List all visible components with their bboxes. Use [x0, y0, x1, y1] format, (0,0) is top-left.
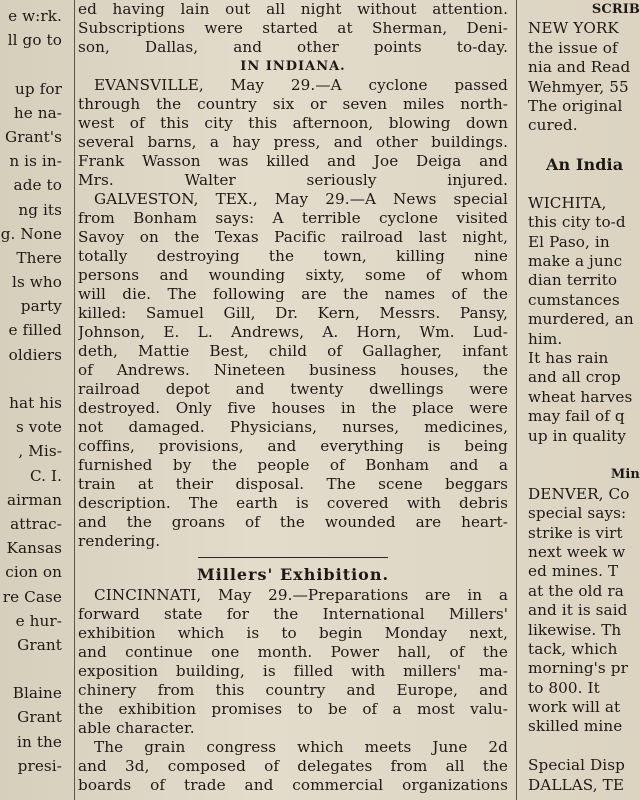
- text-line: in the: [17, 732, 62, 751]
- text-line: work will at: [528, 698, 621, 717]
- text-line: hat his: [9, 394, 62, 412]
- text-line: , Mis-: [18, 442, 62, 461]
- text-line: make a junc: [528, 252, 623, 271]
- text-line: n is in-: [9, 152, 62, 171]
- text-line: persons and wounding sixty, some of whom: [78, 266, 508, 284]
- text-line: cured.: [528, 116, 578, 135]
- text-line: through the country six or seven miles north-: [78, 95, 508, 113]
- text-line: totally destroying the town, killing nine: [78, 247, 508, 265]
- text-line: up in quality: [528, 426, 627, 445]
- text-line: chinery from this country and Europe, and: [78, 681, 508, 699]
- text-line: of Andrews. Nineteen business houses, the: [78, 361, 508, 379]
- text-line: EVANSVILLE, May 29.—A cyclone passed: [94, 76, 508, 94]
- text-line: murdered, an: [528, 310, 634, 329]
- text-line: attrac-: [10, 514, 62, 533]
- text-line: next week w: [528, 542, 626, 561]
- text-line: SCRIB: [591, 2, 640, 17]
- text-line: son, Dallas, and other points to-day.: [78, 38, 508, 56]
- text-line: from Bonham says: A terrible cyclone visited: [78, 209, 508, 227]
- text-line: [526, 446, 640, 465]
- text-line: presi-: [17, 756, 62, 775]
- text-line: skilled mine: [528, 717, 623, 736]
- text-line: ade to: [13, 176, 62, 195]
- text-line: this city to-d: [528, 213, 626, 232]
- text-line: dian territo: [528, 271, 618, 290]
- text-line: he na-: [13, 103, 62, 122]
- main-column: [78, 0, 508, 800]
- text-line: DALLAS, TE: [528, 775, 625, 794]
- text-line: The original: [528, 96, 623, 115]
- text-line: killed: Samuel Gill, Dr. Kern, Messrs. Pansy,: [78, 304, 508, 322]
- text-line: party: [20, 297, 62, 316]
- text-line: Grant: [17, 635, 62, 654]
- text-line: ll go to: [7, 31, 62, 50]
- text-line: The grain congress which meets June 2d: [94, 738, 508, 756]
- text-line: and all crop: [528, 368, 621, 387]
- section-heading: IN INDIANA.: [240, 59, 346, 74]
- text-line: s vote: [15, 418, 62, 437]
- text-line: and continue one month. Power hall, of the: [78, 643, 508, 661]
- text-line: CINCINNATI, May 29.—Preparations are in a: [94, 586, 508, 604]
- text-line: NEW YORK: [528, 19, 619, 38]
- text-line: [526, 175, 640, 194]
- text-line: WICHITA,: [528, 193, 607, 212]
- left-column: [0, 0, 66, 800]
- text-line: destroyed. Only five houses in the place were: [78, 399, 508, 417]
- text-line: the issue of: [528, 38, 618, 57]
- text-line: able character.: [78, 719, 195, 737]
- text-line: Frank Wasson was killed and Joe Deiga and: [78, 152, 508, 170]
- text-line: forward state for the International Millers': [78, 605, 508, 623]
- text-line: [526, 737, 640, 756]
- right-column: [526, 0, 640, 800]
- text-line: and the groans of the wounded are heart-: [78, 513, 508, 531]
- text-line: re Case: [2, 587, 62, 606]
- text-line: him.: [528, 329, 563, 348]
- text-line: railroad depot and twenty dwellings were: [78, 380, 508, 398]
- text-line: and 3d, composed of delegates from all the: [78, 757, 508, 775]
- text-line: strike is virt: [528, 523, 623, 542]
- text-line: Grant: [17, 708, 62, 727]
- text-line: [0, 657, 66, 681]
- text-line: and it is said: [528, 601, 628, 620]
- text-line: ed having lain out all night without attention.: [78, 0, 508, 18]
- text-line: may fail of q: [528, 407, 625, 426]
- text-line: ng its: [18, 200, 62, 219]
- text-line: Special Disp: [528, 756, 625, 775]
- text-line: GALVESTON, TEX., May 29.—A News special: [94, 190, 508, 208]
- text-line: tack, which: [528, 639, 618, 658]
- text-line: up for: [15, 79, 62, 98]
- text-line: Wehmyer, 55: [528, 77, 629, 96]
- text-line: likewise. Th: [528, 620, 622, 639]
- text-line: Johnson, E. L. Andrews, A. Horn, Wm. Lud-: [78, 323, 508, 341]
- text-line: morning's pr: [528, 659, 628, 678]
- text-line: west of this city this afternoon, blowing down: [78, 114, 508, 132]
- text-line: [0, 52, 66, 76]
- text-line: not damaged. Physicians, nurses, medicines,: [78, 418, 508, 436]
- text-line: There: [16, 248, 62, 267]
- column-rule-right: [516, 0, 517, 800]
- text-line: furnished by the people of Bonham and a: [78, 456, 508, 474]
- text-line: ed mines. T: [528, 562, 619, 581]
- text-line: e filled: [8, 321, 62, 340]
- text-line: exhibition which is to begin Monday next,: [78, 624, 508, 642]
- text-line: nia and Read: [528, 58, 631, 77]
- text-line: at the old ra: [528, 581, 624, 600]
- text-line: Kansas: [6, 539, 62, 558]
- text-line: Mrs. Walter seriously injured.: [78, 171, 508, 189]
- text-line: Min: [610, 467, 640, 483]
- text-line: oldiers: [8, 345, 62, 364]
- column-rule-left: [74, 0, 75, 800]
- text-line: Grant's: [4, 127, 62, 146]
- text-line: Subscriptions were started at Sherman, Deni-: [78, 19, 508, 37]
- text-line: wheat harves: [528, 387, 633, 406]
- text-line: Savoy on the Texas Pacific railroad last night,: [78, 228, 508, 246]
- text-line: exposition building, is filled with millers' ma-: [78, 662, 508, 680]
- text-line: several barns, a hay press, and other buildings.: [78, 133, 508, 151]
- text-line: deth, Mattie Best, child of Gallagher, infant: [78, 342, 508, 360]
- text-line: El Paso, in: [528, 232, 610, 251]
- text-line: ls who: [11, 273, 62, 292]
- text-line: An India: [546, 155, 624, 175]
- text-line: will die. The following are the names of the: [78, 285, 508, 303]
- text-line: It has rain: [528, 349, 609, 368]
- text-line: e w:rk.: [8, 7, 62, 25]
- separator-rule: [198, 557, 388, 558]
- text-line: to 800. It: [528, 678, 600, 697]
- text-line: cumstances: [528, 290, 620, 309]
- text-line: rendering.: [78, 532, 161, 550]
- text-line: Blaine: [12, 684, 62, 703]
- text-line: [0, 367, 66, 391]
- text-line: the exhibition promises to be of a most valu-: [78, 700, 508, 718]
- text-line: airman: [6, 490, 62, 509]
- text-line: C. I.: [29, 466, 62, 485]
- text-line: coffins, provisions, and everything is being: [78, 437, 508, 455]
- text-line: train at their disposal. The scene beggars: [78, 475, 508, 493]
- text-line: DENVER, Co: [528, 484, 630, 503]
- text-line: g. None: [0, 224, 62, 243]
- text-line: e hur-: [15, 611, 62, 630]
- text-line: [526, 136, 640, 155]
- text-line: boards of trade and commercial organizations: [78, 776, 508, 794]
- text-line: cion on: [5, 563, 62, 582]
- article-title: Millers' Exhibition.: [196, 565, 390, 584]
- text-line: description. The earth is covered with debris: [78, 494, 508, 512]
- text-line: special says:: [528, 504, 627, 523]
